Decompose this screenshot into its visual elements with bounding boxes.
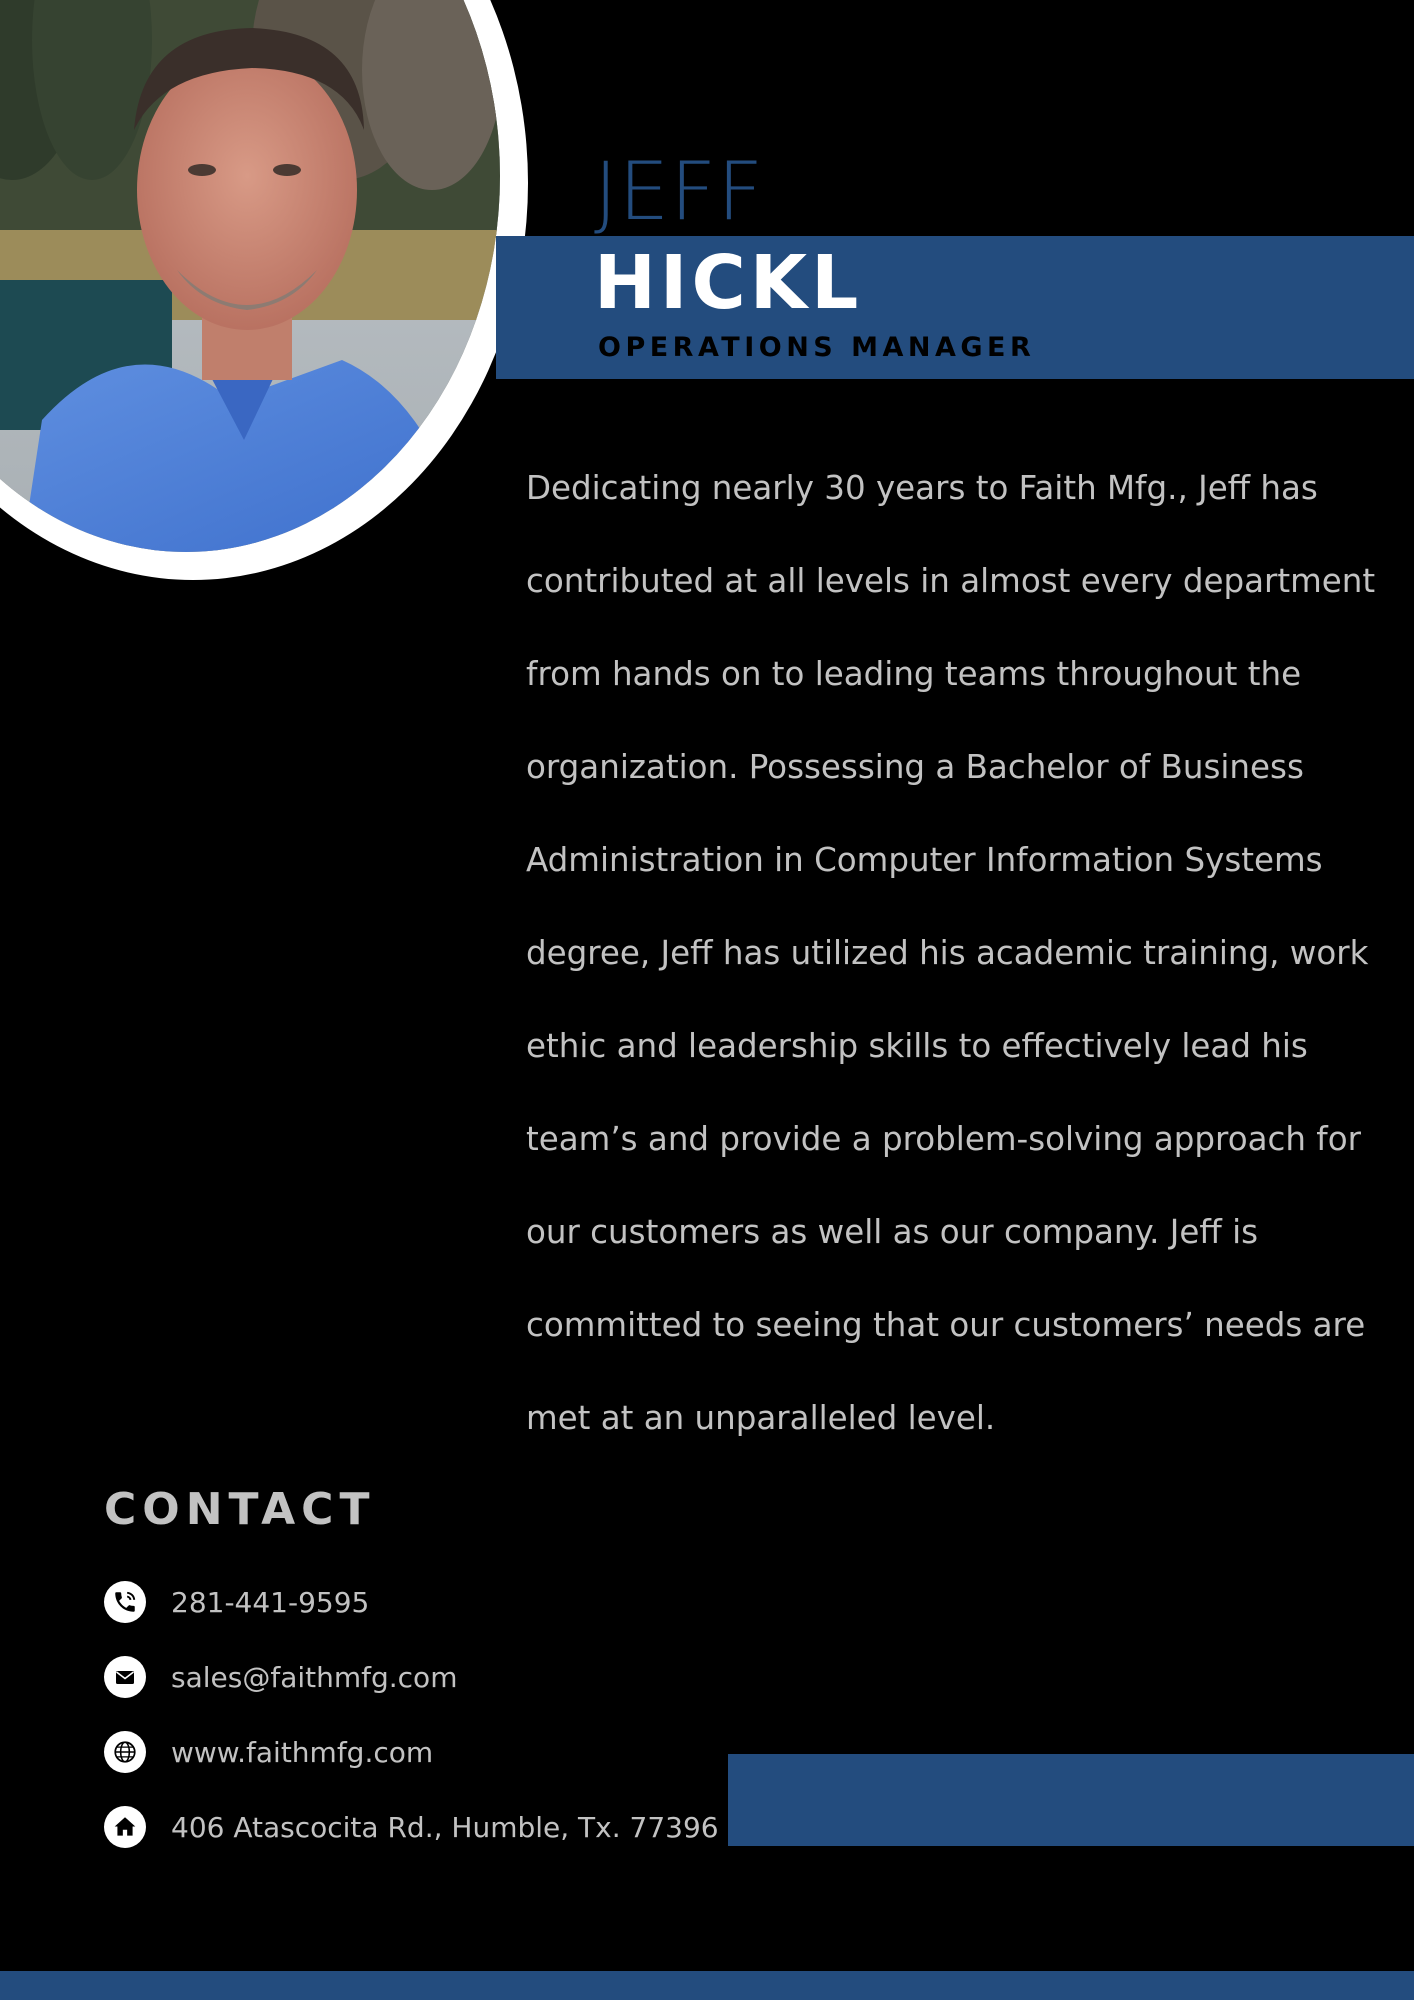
bio-paragraph: Dedicating nearly 30 years to Faith Mfg., Jeff has contributed at all levels in almost every department from hands on to leading teams throughout the organization. Possessing a Bachelor of Business Administration in Computer Information Systems degree, Jeff has utilized his academic training, work ethic and leadership skills to effectively lead his team’s and provide a problem-solving approach for our customers as well as our company. Jeff is committed to seeing that our customers’ needs are met at an unparalleled level. <box>526 469 1376 1437</box>
footer-bar <box>0 1971 1414 2000</box>
email-icon <box>104 1656 146 1698</box>
home-icon <box>104 1806 146 1848</box>
email-address: sales@faithmfg.com <box>171 1660 458 1694</box>
contact-heading: CONTACT <box>104 1484 376 1535</box>
phone-icon <box>104 1581 146 1623</box>
profile-photo-frame <box>0 0 528 580</box>
street-address: 406 Atascocita Rd., Humble, Tx. 77396 <box>171 1810 719 1844</box>
decorative-bar <box>728 1754 1414 1846</box>
contact-item-email <box>104 1655 457 1699</box>
contact-item-address <box>104 1805 719 1849</box>
job-title: OPERATIONS MANAGER <box>598 332 1036 363</box>
globe-icon <box>104 1731 146 1773</box>
phone-number: 281-441-9595 <box>171 1585 370 1619</box>
last-name: HICKL <box>594 240 863 326</box>
profile-photo <box>0 0 500 552</box>
contact-item-phone <box>104 1580 369 1624</box>
first-name: JEFF <box>594 145 765 238</box>
contact-item-website <box>104 1730 433 1774</box>
website-url: www.faithmfg.com <box>171 1735 434 1769</box>
